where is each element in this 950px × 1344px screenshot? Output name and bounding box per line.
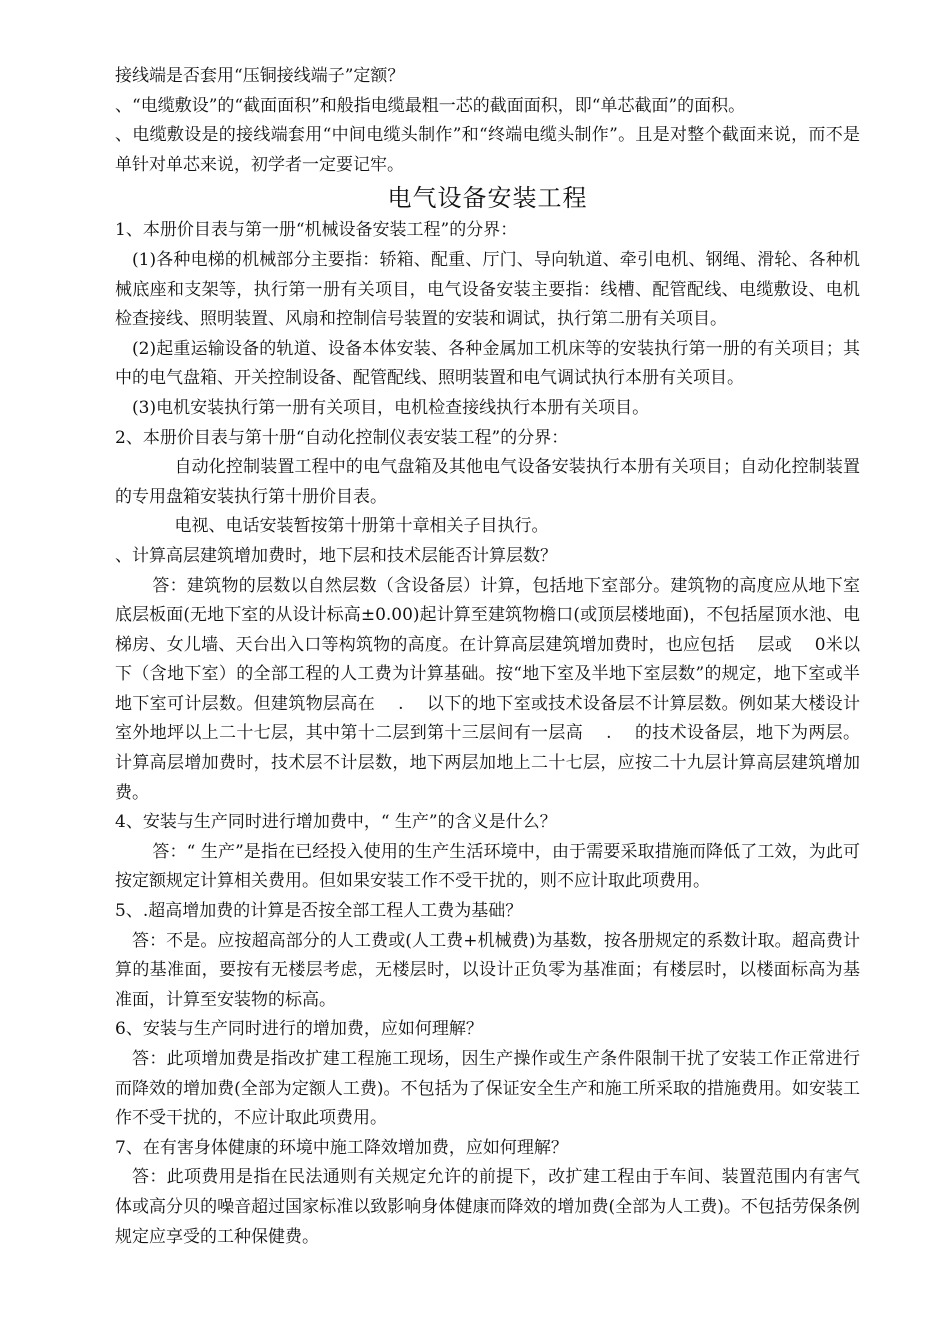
paragraph-1-3: (3)电机安装执行第一册有关项目，电机检查接线执行本册有关项目。: [132, 397, 650, 418]
paragraph-3-1: 答：建筑物的层数以自然层数（含设备层）计算，包括地下室部分。建筑物的高度应从地下室底层板面(无地下室的从设计标高±0.00)起计算至建筑物檐口(或顶层楼地面)，不包括屋顶水池、电梯房、女儿墙、天台出入口等构筑物的高度。在计算高层建筑增加费时，也应包括 层或 0米以下（含地下室）的全部工程的人工费为计算基础。按“地下室及半地下室层数”的规定，地下室或半地下室可计层数。但建筑物层高在 . 以下的地下室或技术设备层不计算层数。例如某大楼设计室外地坪以上二十七层，其中第十二层到第十三层间有一层高 . 的技术设备层，地下为两层。计算高层增加费时，技术层不计层数，地下两层加地上二十七层，应按二十九层计算高层建筑增加费。: [115, 575, 860, 803]
paragraph-6-1: 答：此项增加费是指改扩建工程施工现场，因生产操作或生产条件限制干扰了安装工作正常进行而降效的增加费(全部为定额人工费)。不包括为了保证安全生产和施工所采取的措施费用。如安装工作不受干扰的，不应计取此项费用。: [115, 1049, 860, 1129]
intro-line-3: 、电缆敷设是的接线端套用“中间电缆头制作”和“终端电缆头制作”。且是对整个截面来说，而不是单针对单芯来说，初学者一定要记牢。: [115, 125, 860, 175]
paragraph-1-1: (1)各种电梯的机械部分主要指：轿箱、配重、厅门、导向轨道、牵引电机、钢绳、滑轮、各种机械底座和支架等，执行第一册有关项目，电气设备安装主要指：线槽、配管配线、电缆敷设、电机检查接线、照明装置、风扇和控制信号装置的安装和调试，执行第二册有关项目。: [115, 249, 860, 330]
section-title: 电气设备安装工程: [387, 184, 588, 213]
heading-5: 5、.超高增加费的计算是否按全部工程人工费为基础？: [115, 901, 523, 922]
intro-line-1: 接线端是否套用“压铜接线端子”定额？: [115, 66, 405, 86]
paragraph-1-2: (2)起重运输设备的轨道、设备本体安装、各种金属加工机床等的安装执行第一册的有关项目；其中的电气盘箱、开关控制设备、配管配线、照明装置和电气调试执行本册有关项目。: [115, 338, 860, 389]
heading-2: 2、本册价目表与第十册“自动化控制仪表安装工程”的分界：: [115, 427, 569, 448]
paragraph-2-1: 自动化控制装置工程中的电气盘箱及其他电气设备安装执行本册有关项目；自动化控制装置的专用盘箱安装执行第十册价目表。: [115, 457, 860, 507]
heading-6: 6、安装与生产同时进行的增加费，应如何理解？: [115, 1019, 483, 1040]
heading-1: 1、本册价目表与第一册“机械设备安装工程”的分界：: [115, 220, 518, 241]
document-page: [115, 62, 860, 1252]
heading-4: 4、安装与生产同时进行增加费中，“ 生产”的含义是什么？: [115, 812, 557, 833]
paragraph-2-2: 电视、电话安装暂按第十册第十章相关子目执行。: [174, 516, 549, 537]
paragraph-7-1: 答：此项费用是指在民法通则有关规定允许的前提下，改扩建工程由于车间、装置范围内有害气体或高分贝的噪音超过国家标准以致影响身体健康而降效的增加费(全部为人工费)。不包括劳保条例规定应享受的工种保健费。: [115, 1167, 860, 1247]
paragraph-4-1: 答：“ 生产”是指在已经投入使用的生产生活环境中，由于需要采取措施而降低了工效，为此可按定额规定计算相关费用。但如果安装工作不受干扰的，则不应计取此项费用。: [115, 841, 860, 892]
heading-7: 7、在有害身体健康的环境中施工降效增加费，应如何理解？: [115, 1137, 568, 1158]
paragraph-5-1: 答：不是。应按超高部分的人工费或(人工费+机械费)为基数，按各册规定的系数计取。超高费计算的基准面，要按有无楼层考虑，无楼层时，以设计正负零为基准面；有楼层时，以楼面标高为基准面，计算至安装物的标高。: [115, 930, 860, 1010]
intro-line-2: 、“电缆敷设”的“截面面积”和般指电缆最粗一芯的截面面积，即“单芯截面”的面积。: [115, 95, 746, 116]
heading-3: 、计算高层建筑增加费时，地下层和技术层能否计算层数？: [115, 545, 557, 566]
